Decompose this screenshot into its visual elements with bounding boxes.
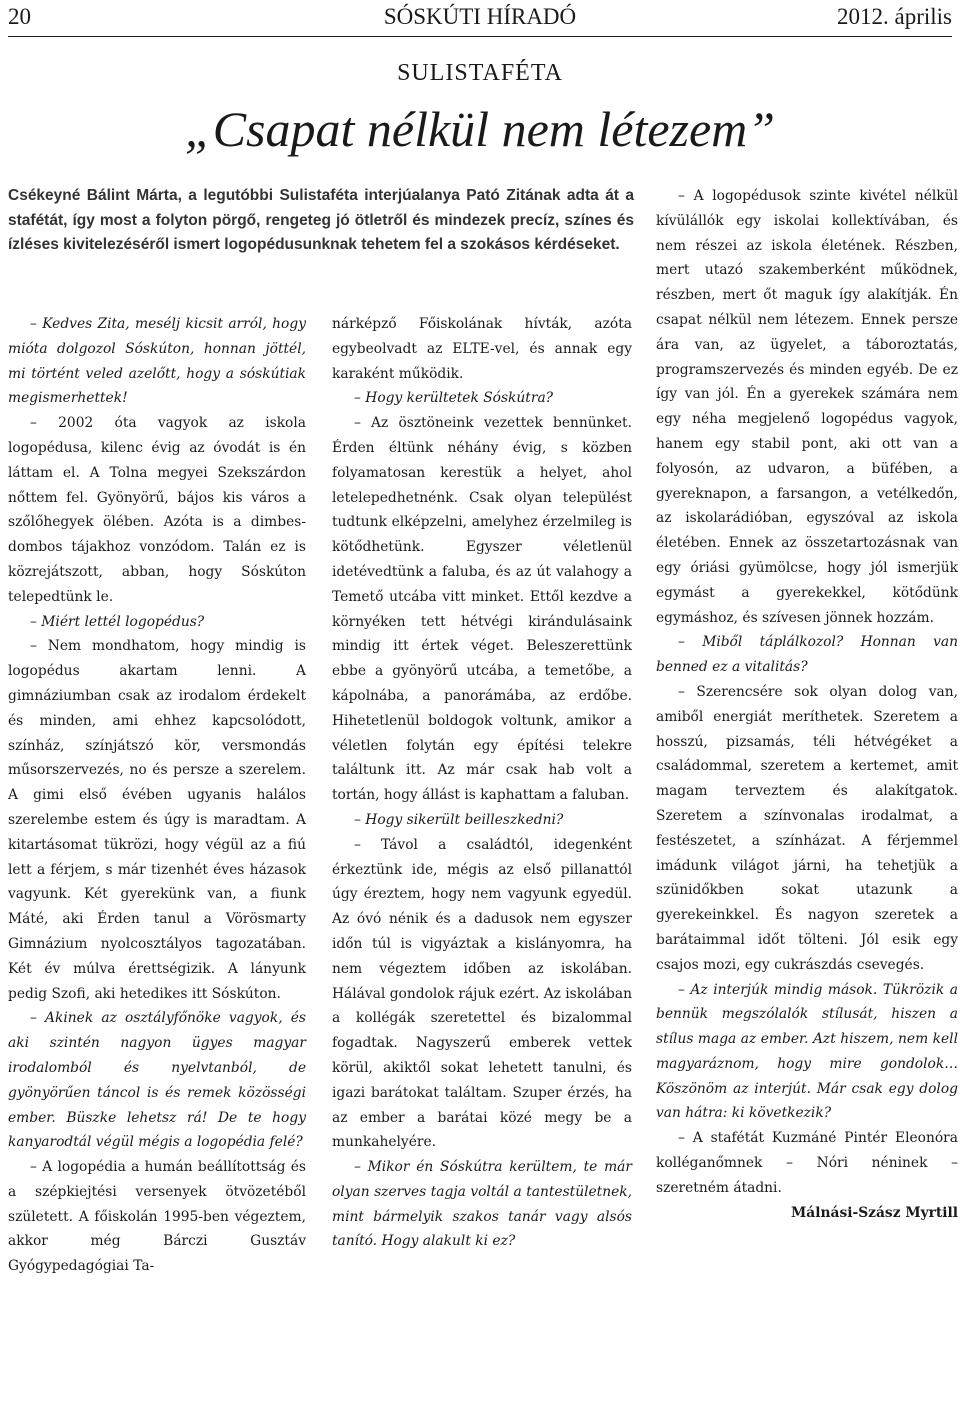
interview-answer: – Az ösztöneink vezettek bennünket. Érden éltünk néhány évig, s közben folyamatosan kerestük a helyet, ahol letelepedhetnénk. Csak olyan települést tudtunk elképzelni, amelyhez érzelmileg is kötődhetünk. Egyszer véletlenül idetévedtünk a faluba, és az út valahogy a Temető utcába vitt minket. Ettől kezdve a környéken tett hétvégi kirándulásaink mindig itt értek véget. Beleszerettünk ebbe a gyönyörű utcába, a temetőbe, a kápolnába, a panorámába, az erdőbe. Hihetetlenül boldogok voltunk, amikor a véletlen folytán egy építési telekre találtunk itt. Az már csak hab volt a tortán, hogy állást is kaphattam a faluban. (332, 415, 632, 804)
article-column-2 (332, 312, 632, 1254)
article-column-1 (8, 312, 306, 1279)
interview-answer: – A logopédusok szinte kivétel nélkül kívülállók egy iskolai kollektívában, és nem részei az iskola életének. Részben, mert utazó szakemberként működnek, részben, mert őt maguk így alakítják. Én csapat nélkül nem létezem. Ennek persze ára van, az ügyelet, a táboroztatás, programszervezés és minden egyéb. De ez így van jól. Én a gyerekek számára nem egy néha megjelenő logopédus vagyok, hanem egy stabil pont, aki ott van a folyosón, az udvaron, a büfében, a gyereknapon, a farsangon, a vetélkedőn, az iskolarádióban, egyszóval az iskola életében. Ennek az összetartozásnak van egy óriási gyümölcse, hogy jól ismerjük egymást a gyerekekkel, kötődünk egymáshoz, és szívesen jönnek hozzám. (656, 188, 958, 626)
interview-question: – Az interjúk mindig mások. Tükrözik a bennük megszólalók stílusát, hiszen a stílus maga az ember. Azt hiszem, nem kell magyaráznom, hogy mire gondolok… Köszönöm az interjút. Már csak egy dolog van hátra: ki következik? (656, 981, 958, 1122)
author-signature: Málnási-Szász Myrtill (791, 1204, 958, 1221)
article-column-3 (656, 184, 958, 1225)
section-rubric: SULISTAFÉTA (397, 60, 563, 86)
interview-answer: – Távol a családtól, idegenként érkeztünk ide, mégis az első pillanattól úgy éreztem, hogy nem vagyunk egyedül. Az óvó nénik és a dadusok nem egyszer időn túl is vigyáztak a kislányomra, ha nem végeztem időben az iskolában. Hálával gondolok rájuk ezért. Az iskolában a kollégák szeretettel és bizalommal fogadtak. Nagyszerű emberek vettek körül, akiktől sokat lehetett tanulni, és igazi barátokat találtam. Szuper érzés, ha az ember a barátai közé megy be a munkahelyére. (332, 836, 632, 1151)
header-rule (8, 36, 952, 37)
issue-date: 2012. április (837, 4, 952, 29)
interview-question: – Kedves Zita, mesélj kicsit arról, hogy mióta dolgozol Sóskúton, honnan jöttél, mi történt veled azelőtt, hogy a sóskútiak megismerhettek! (8, 316, 306, 407)
interview-question: – Mikor én Sóskútra kerültem, te már olyan szerves tagja voltál a tantestületnek, mint bármelyik szakos tanár vagy alsós tanító. Hogy alakult ki ez? (332, 1159, 632, 1250)
interview-question: – Hogy sikerült beilleszkedni? (354, 811, 564, 828)
publication-name: SÓSKÚTI HÍRADÓ (383, 4, 577, 29)
interview-answer: nárképző Főiskolának hívták, azóta egybeolvadt az ELTE-vel, és annak egy karaként működik. (332, 316, 632, 382)
interview-answer: – Nem mondhatom, hogy mindig is logopédus akartam lenni. A gimnáziumban csak az irodalom érdekelt és minden, ami ehhez kapcsolódott, színház, színjátszó kör, versmondás műsorszervezés, no és persze a szerelem. A gimi első évében ugyanis halálos szerelembe estem és úgy is maradtam. A kitartásomat tükrözi, hogy végül az a fiú lett a férjem, s már tizenhét éves házasok vagyunk. Két gyerekünk van, a fiunk Máté, aki Érden tanul a Vörösmarty Gimnázium nyolcosztályos tagozatában. Két év múlva érettségizik. A lányunk pedig Szofi, aki hetedikes itt Sóskúton. (8, 638, 306, 1002)
interview-answer: – 2002 óta vagyok az iskola logopédusa, kilenc évig az óvodát is én láttam el. A Tolna megyei Szekszárdon nőttem fel. Gyönyörű, bájos kis város a szőlőhegyek ölében. Azóta is a dimbes-dombos tájakhoz vonzódom. Talán ez is közrejátszott, abban, hogy Sóskúton telepedtünk le. (8, 415, 306, 605)
interview-question: – Miért lettél logopédus? (30, 613, 205, 630)
interview-question: – Hogy kerültetek Sóskútra? (354, 390, 554, 407)
page-header (8, 4, 952, 34)
page-number: 20 (8, 4, 31, 29)
interview-answer: – Szerencsére sok olyan dolog van, amiből energiát meríthetek. Szeretem a hosszú, pizsamás, téli hétvégéket a családommal, szeretem a kertemet, amit magam terveztem és alakítgatok. Szeretem a színvonalas irodalmat, a festészetet, a színházat. A férjemmel imádunk világot járni, ha tehetjük a szünidőkben sokat utazunk a gyerekeinkkel. És nagyon szeretek a barátaimmal időt tölteni. Jól esik egy csajos mozi, egy cukrászdás csevegés. (656, 683, 958, 973)
interview-question: – Miből táplálkozol? Honnan van benned ez a vitalitás? (656, 634, 958, 676)
interview-answer: – A stafétát Kuzmáné Pintér Eleonóra kolléganőmnek – Nóri néninek – szeretném átadni. (656, 1130, 958, 1196)
interview-answer: – A logopédia a humán beállítottság és a szépkiejtési versenyek ötvözetéből született. A főiskolán 1995-ben végeztem, akkor még Bárczi Gusztáv Gyógypedagógiai Ta- (8, 1159, 306, 1275)
article-headline: „Csapat nélkül nem létezem” (184, 101, 776, 157)
interview-question: – Akinek az osztályfőnöke vagyok, és aki szintén nagyon ügyes magyar irodalomból és nyelvtanból, de gyönyörűen táncol is és remek közösségi ember. Büszke lehetsz rá! De te hogy kanyarodtál végül mégis a logopédia felé? (8, 1010, 306, 1151)
article-intro: Csékeyné Bálint Márta, a legutóbbi Sulistaféta interjúalanya Pató Zitának adta át a stafétát, így most a folyton pörgő, rengeteg jó ötletről és mindezek precíz, színes és ízléses kivitelezéséről ismert logopédusunknak tehetem fel a szokásos kérdéseket. (8, 187, 634, 253)
